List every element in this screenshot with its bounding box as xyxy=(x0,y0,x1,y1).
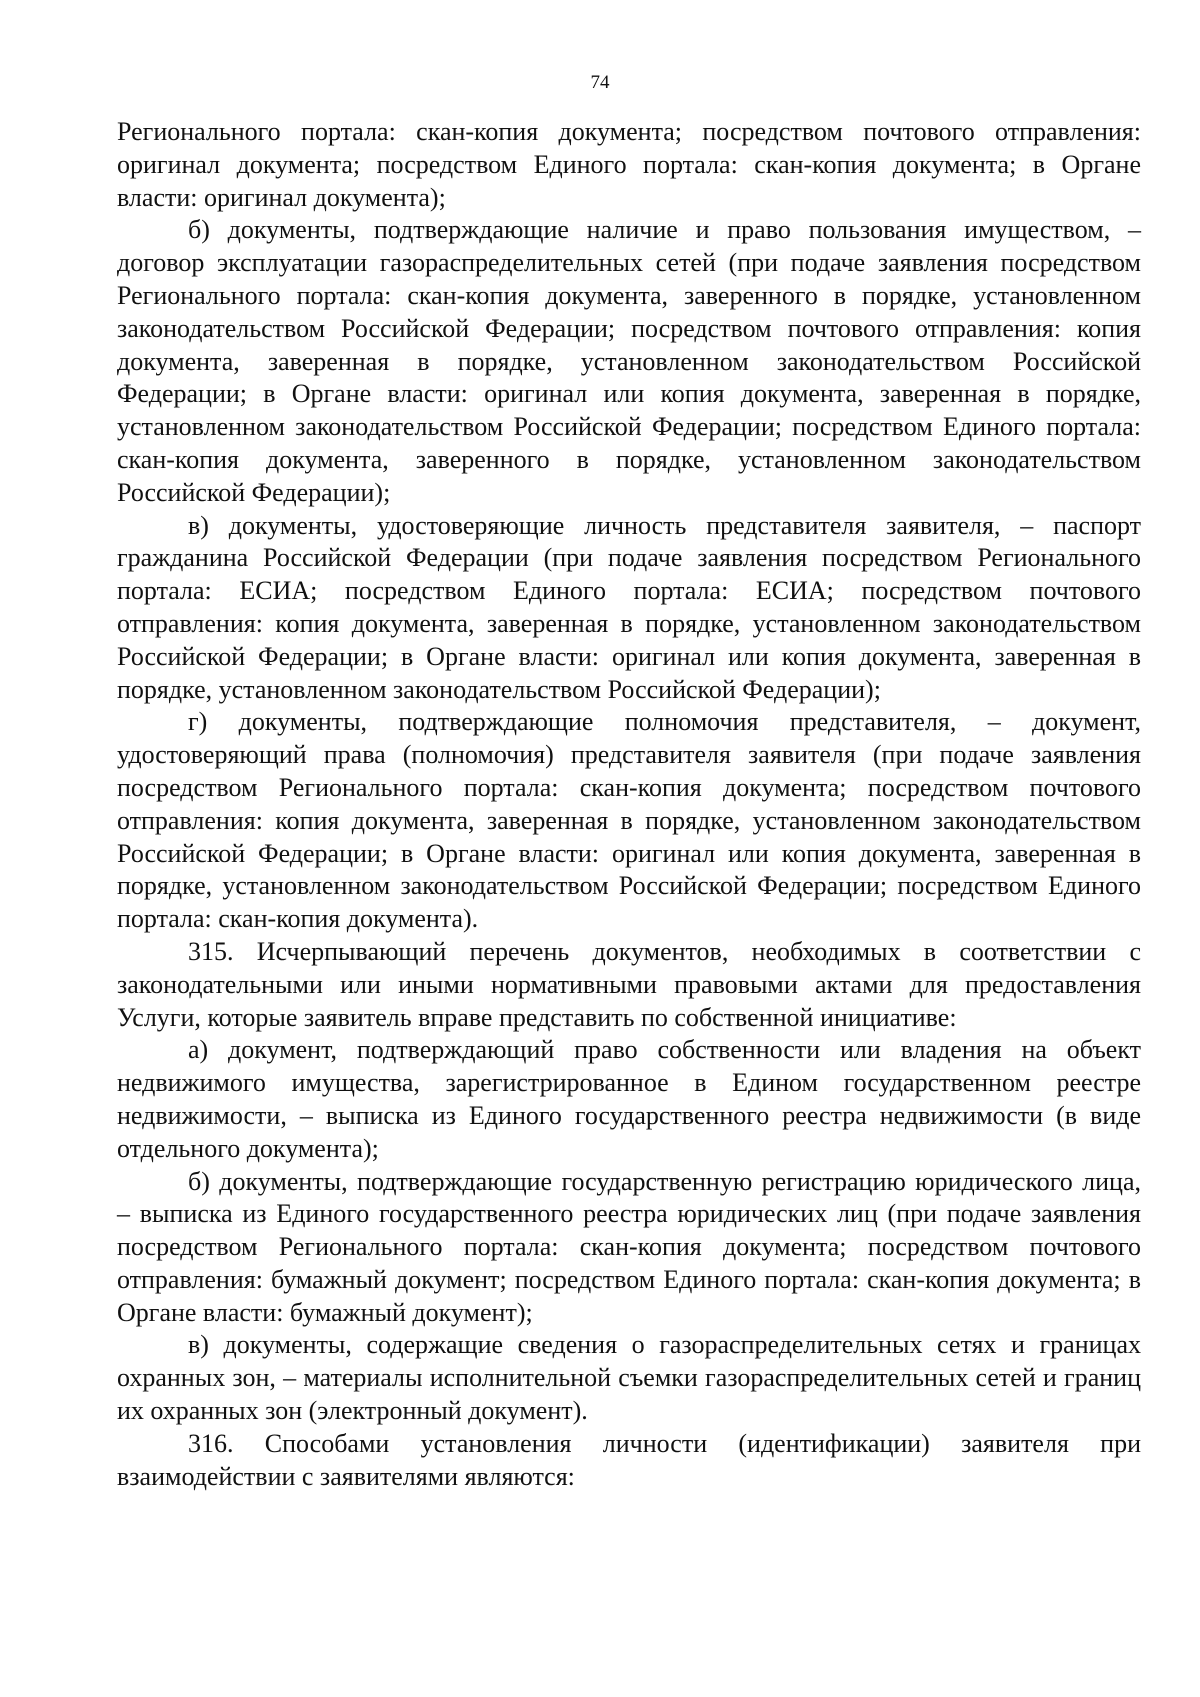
page-number: 74 xyxy=(590,72,610,93)
paragraph-section-316: 316. Способами установления личности (идентификации) заявителя при взаимодействии с заявителями являются: xyxy=(117,1428,1141,1491)
paragraph-continuation: Регионального портала: скан-копия документа; посредством почтового отправления: оригинал документа; посредством Единого портала: скан-копия документа; в Органе власти: оригинал документа); xyxy=(117,117,1141,212)
paragraph-item-b-registration-docs: б) документы, подтверждающие государственную регистрацию юридического лица, – выписка из Единого государственного реестра юридических лиц (при подаче заявления посредством Регионального портала: скан-копия документа; посредством почтового отправления: бумажный документ; посредством Единого портала: скан-копия документа; в Органе власти: бумажный документ); xyxy=(117,1166,1141,1327)
paragraph-item-g-authority-docs: г) документы, подтверждающие полномочия представителя, – документ, удостоверяющий права (полномочия) представителя заявителя (при подаче заявления посредством Регионального портала: скан-копия документа; посредством почтового отправления: копия документа, заверенная в порядке, установленном законодательством Российской Федерации; в Органе власти: оригинал или копия документа, заверенная в порядке, установленном законодательством Российской Федерации; посредством Единого портала: скан-копия документа). xyxy=(117,707,1141,934)
paragraph-item-b-property-docs: б) документы, подтверждающие наличие и право пользования имуществом, – договор эксплуатации газораспределительных сетей (при подаче заявления посредством Регионального портала: скан-копия документа, заверенного в порядке, установленном законодательством Российской Федерации; посредством почтового отправления: копия документа, заверенная в порядке, установленном законодательством Российской Федерации; в Органе власти: оригинал или копия документа, заверенная в порядке, установленном законодательством Российской Федерации; посредством Единого портала: скан-копия документа, заверенного в порядке, установленном законодательством Российской Федерации); xyxy=(117,215,1141,507)
document-body xyxy=(117,116,1141,1493)
paragraph-item-a-ownership-doc: а) документ, подтверждающий право собственности или владения на объект недвижимого имущества, зарегистрированное в Едином государственном реестре недвижимости, – выписка из Единого государственного реестра недвижимости (в виде отдельного документа); xyxy=(117,1035,1141,1163)
paragraph-item-v-identity-docs: в) документы, удостоверяющие личность представителя заявителя, – паспорт гражданина Российской Федерации (при подаче заявления посредством Регионального портала: ЕСИА; посредством Единого портала: ЕСИА; посредством почтового отправления: копия документа, заверенная в порядке, установленном законодательством Российской Федерации; в Органе власти: оригинал или копия документа, заверенная в порядке, установленном законодательством Российской Федерации); xyxy=(117,510,1141,704)
paragraph-item-v-gas-network-docs: в) документы, содержащие сведения о газораспределительных сетях и границах охранных зон, – материалы исполнительной съемки газораспределительных сетей и границ их охранных зон (электронный документ). xyxy=(117,1330,1141,1426)
paragraph-section-315: 315. Исчерпывающий перечень документов, необходимых в соответствии с законодательными или иными нормативными правовыми актами для предоставления Услуги, которые заявитель вправе представить по собственной инициативе: xyxy=(117,936,1141,1032)
